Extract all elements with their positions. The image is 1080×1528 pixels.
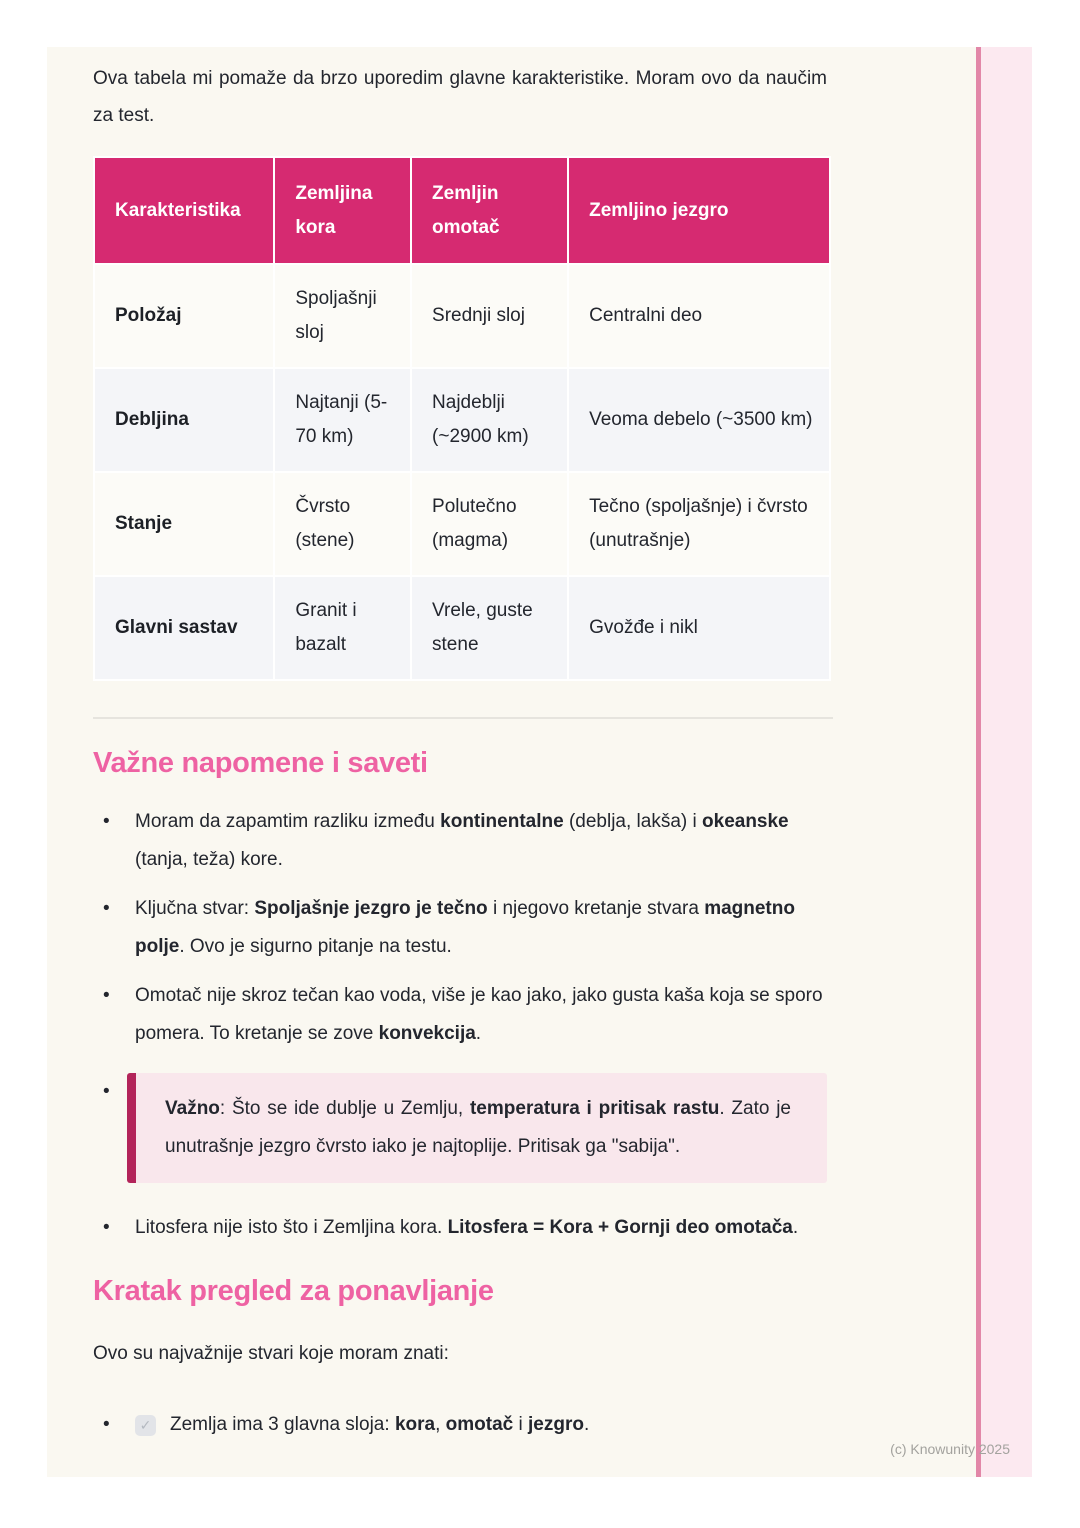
table-cell: Najdeblji (~2900 km) — [412, 369, 567, 471]
bullet-icon: • — [103, 985, 110, 1006]
table-cell: Granit i bazalt — [275, 577, 410, 679]
table-header-row — [95, 158, 829, 263]
table-cell: Gvožđe i nikl — [569, 577, 829, 679]
row-label: Položaj — [95, 265, 273, 367]
table-cell: Čvrsto (stene) — [275, 473, 410, 575]
table-cell: Vrele, guste stene — [412, 577, 567, 679]
list-item-text: Omotač nije skroz tečan kao voda, više je kao jako, jako gusta kaša koja se sporo pomera. To kretanje se zove konvekcija. — [135, 985, 823, 1044]
table-row — [95, 265, 829, 367]
bullet-icon: • — [103, 811, 110, 832]
table-cell: Polutečno (magma) — [412, 473, 567, 575]
table-cell: Veoma debelo (~3500 km) — [569, 369, 829, 471]
notes-page — [47, 47, 1032, 1477]
list-item — [93, 977, 827, 1053]
column-header-zemljino-jezgro: Zemljino jezgro — [569, 158, 829, 263]
row-label: Glavni sastav — [95, 577, 273, 679]
list-item — [93, 1209, 827, 1247]
column-header-karakteristika: Karakteristika — [95, 158, 273, 263]
list-item-text: Litosfera nije isto što i Zemljina kora. Litosfera = Kora + Gornji deo omotača. — [135, 1217, 799, 1238]
page-content — [93, 47, 827, 1444]
table-row — [95, 577, 829, 679]
checked-checkbox[interactable]: ✓ — [135, 1415, 156, 1436]
list-item-text: Moram da zapamtim razliku između kontinentalne (deblja, lakša) i okeanske (tanja, teža) kore. — [135, 811, 789, 870]
table-row — [95, 473, 829, 575]
table-cell: Srednji sloj — [412, 265, 567, 367]
important-callout: Važno: Što se ide dublje u Zemlju, temperatura i pritisak rastu. Zato je unutrašnje jezgro čvrsto iako je najtoplije. Pritisak ga "sabija". — [127, 1073, 827, 1183]
row-label: Stanje — [95, 473, 273, 575]
list-item — [93, 803, 827, 879]
bullet-icon: • — [103, 1081, 110, 1102]
bullet-icon: • — [103, 1217, 110, 1238]
table-row — [95, 369, 829, 471]
table-cell: Centralni deo — [569, 265, 829, 367]
checklist-item-text: Zemlja ima 3 glavna sloja: kora, omotač i jezgro. — [170, 1414, 590, 1435]
bullet-icon: • — [103, 898, 110, 919]
copyright-watermark: (c) Knowunity 2025 — [890, 1441, 1010, 1457]
earth-layers-table — [93, 156, 831, 681]
notes-bullet-list — [93, 803, 827, 1247]
table-cell: Spoljašnji sloj — [275, 265, 410, 367]
section-divider — [93, 717, 833, 719]
intro-paragraph: Ova tabela mi pomaže da brzo uporedim glavne karakteristike. Moram ovo da naučim za test. — [93, 68, 827, 126]
row-label: Debljina — [95, 369, 273, 471]
table-cell: Tečno (spoljašnje) i čvrsto (unutrašnje) — [569, 473, 829, 575]
column-header-zemljina-kora: Zemljina kora — [275, 158, 410, 263]
column-header-zemljin-omotac: Zemljin omotač — [412, 158, 567, 263]
checklist-item — [93, 1406, 827, 1444]
review-lead-paragraph: Ovo su najvažnije stvari koje moram znati: — [93, 1343, 449, 1364]
section-title-review: Kratak pregled za ponavljanje — [93, 1275, 494, 1307]
list-item-text: Ključna stvar: Spoljašnje jezgro je tečno i njegovo kretanje stvara magnetno polje. Ovo je sigurno pitanje na testu. — [135, 898, 795, 957]
list-item — [93, 890, 827, 966]
table-cell: Najtanji (5-70 km) — [275, 369, 410, 471]
bullet-icon: • — [103, 1414, 110, 1435]
page-edge-stripe — [976, 47, 1032, 1477]
callout-list-item — [93, 1073, 827, 1183]
section-title-notes: Važne napomene i saveti — [93, 747, 428, 779]
